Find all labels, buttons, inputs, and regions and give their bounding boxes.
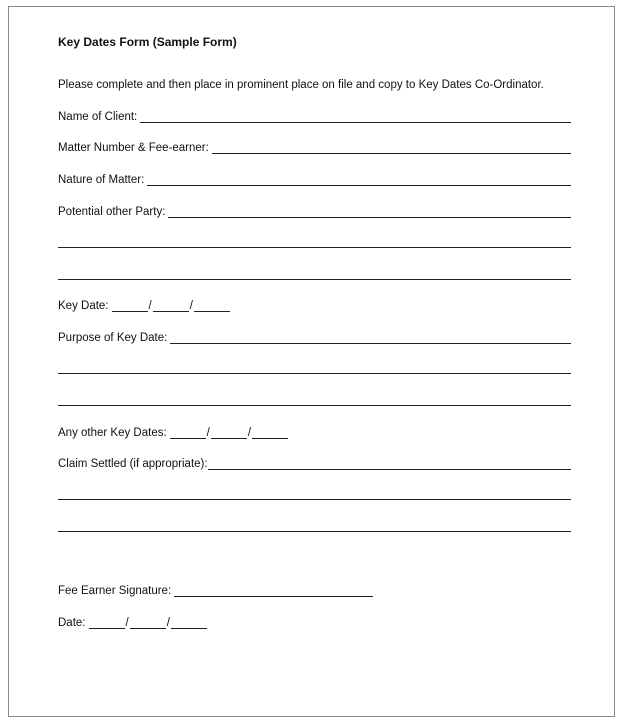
signature-field[interactable] (174, 586, 373, 597)
date-separator: / (166, 617, 170, 629)
matter-number-label: Matter Number & Fee-earner: (58, 142, 209, 154)
purpose-line-3[interactable] (58, 405, 571, 406)
date-separator: / (125, 617, 129, 629)
purpose-row (58, 332, 571, 344)
signature-label: Fee Earner Signature: (58, 585, 172, 597)
signature-row (58, 585, 373, 597)
date-separator: / (247, 427, 252, 439)
purpose-line-2[interactable] (58, 373, 571, 374)
client-name-row (58, 111, 571, 123)
key-date-year-field[interactable] (194, 301, 230, 312)
other-party-row (58, 206, 571, 218)
other-party-line-2[interactable] (58, 247, 571, 248)
matter-number-row (58, 142, 571, 154)
key-date-day-field[interactable] (112, 301, 148, 312)
date-day-field[interactable] (89, 618, 125, 629)
nature-of-matter-row (58, 174, 571, 186)
date-separator: / (148, 300, 152, 312)
date-year-field[interactable] (171, 618, 207, 629)
key-date-month-field[interactable] (153, 301, 189, 312)
client-name-field[interactable] (140, 112, 571, 123)
other-key-dates-label: Any other Key Dates: (58, 427, 167, 439)
date-row (58, 617, 207, 629)
claim-settled-line-3[interactable] (58, 531, 571, 532)
claim-settled-line-2[interactable] (58, 499, 571, 500)
purpose-field[interactable] (170, 333, 571, 344)
other-party-field[interactable] (168, 207, 571, 218)
other-key-dates-row (58, 427, 288, 439)
nature-of-matter-field[interactable] (147, 175, 571, 186)
key-date-row (58, 300, 230, 312)
date-separator: / (206, 427, 210, 439)
form-title: Key Dates Form (Sample Form) (58, 35, 237, 49)
key-date-label: Key Date: (58, 300, 109, 312)
client-name-label: Name of Client: (58, 111, 138, 123)
purpose-label: Purpose of Key Date: (58, 332, 168, 344)
other-key-dates-day-field[interactable] (170, 428, 206, 439)
form-instructions: Please complete and then place in prominent place on file and copy to Key Dates Co-Ordinator. (58, 79, 544, 91)
date-separator: / (189, 300, 193, 312)
other-party-label: Potential other Party: (58, 206, 166, 218)
claim-settled-row (58, 458, 571, 470)
other-party-line-3[interactable] (58, 279, 571, 280)
date-label: Date: (58, 617, 86, 629)
claim-settled-label: Claim Settled (if appropriate): (58, 458, 208, 470)
claim-settled-field[interactable] (208, 459, 571, 470)
other-key-dates-month-field[interactable] (211, 428, 247, 439)
date-month-field[interactable] (130, 618, 166, 629)
other-key-dates-year-field[interactable] (252, 428, 288, 439)
matter-number-field[interactable] (212, 143, 571, 154)
nature-of-matter-label: Nature of Matter: (58, 174, 145, 186)
